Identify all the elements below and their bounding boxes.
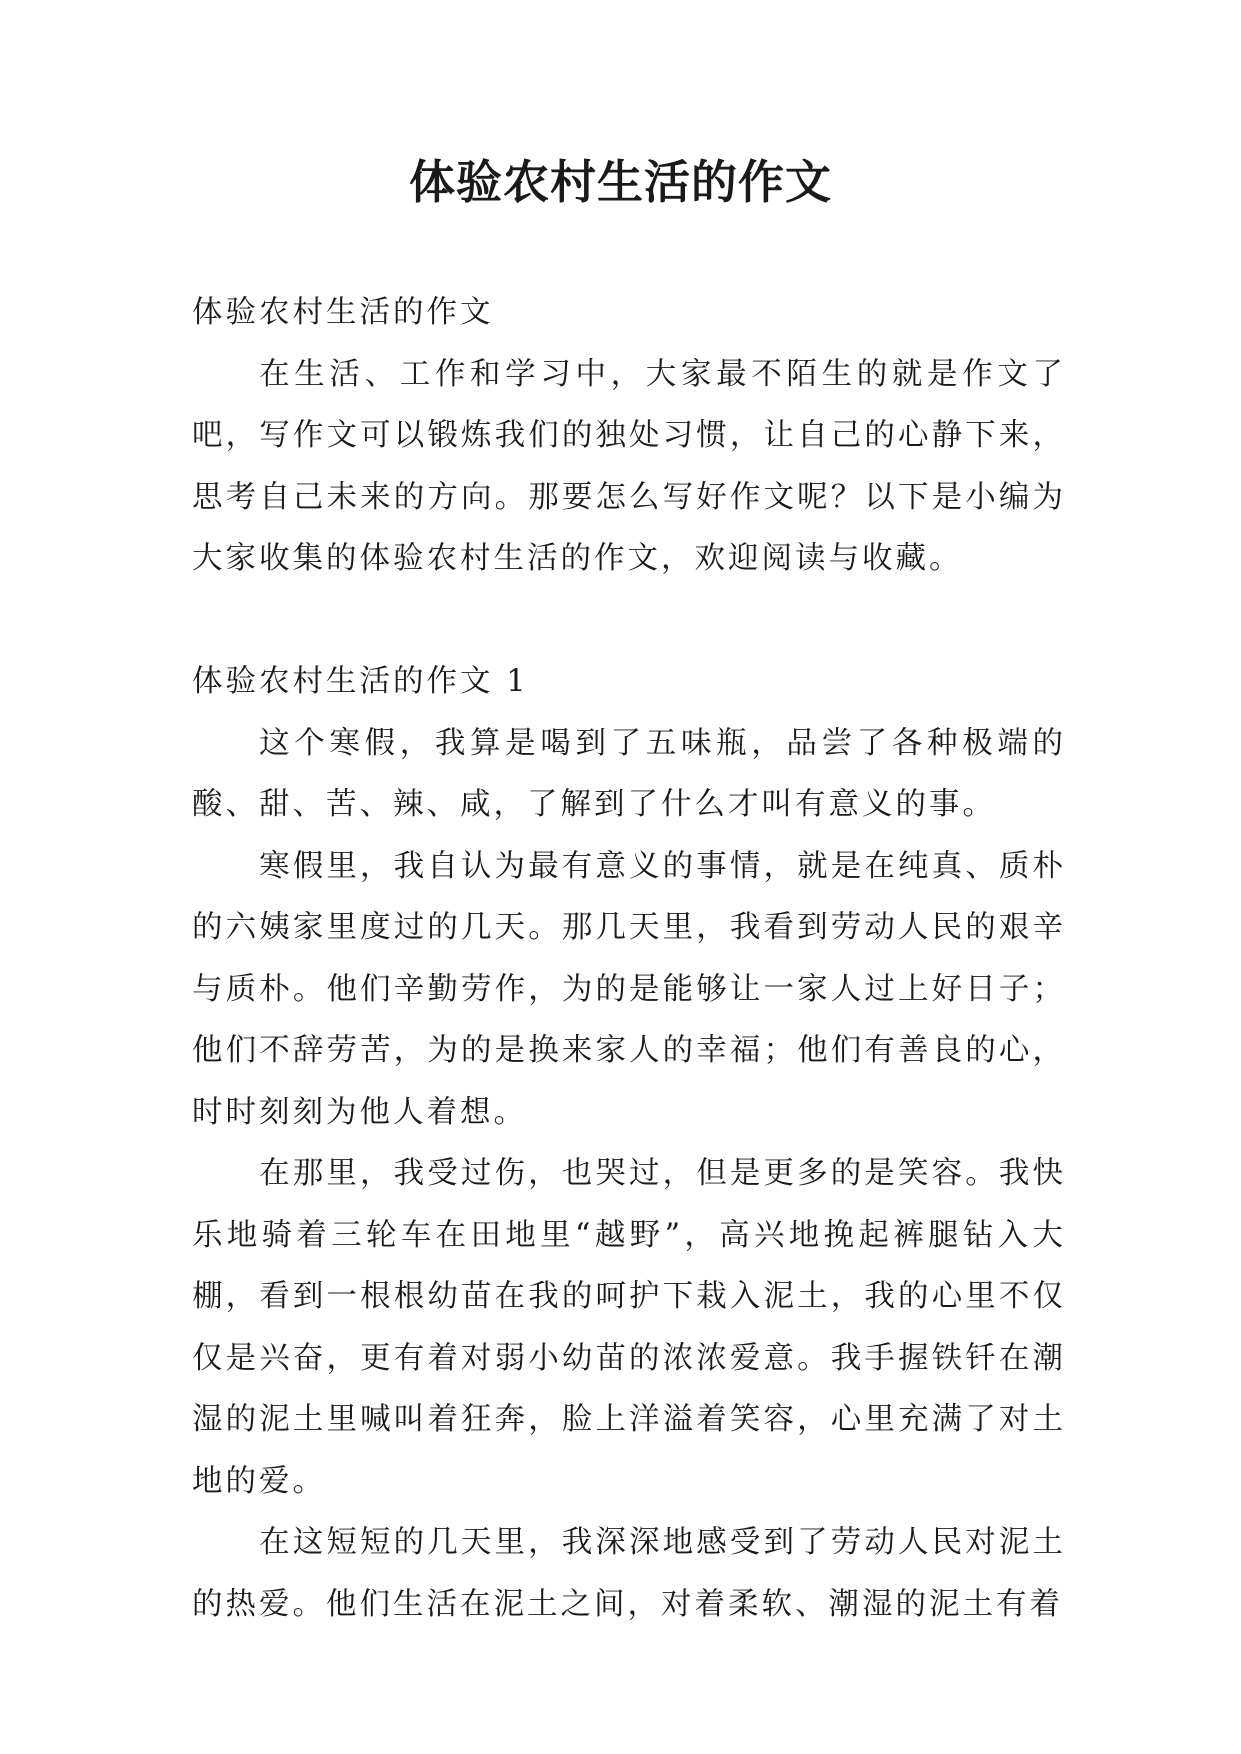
intro-paragraph: 在生活、工作和学习中，大家最不陌生的就是作文了吧，写作文可以锻炼我们的独处习惯，让自己的心静下来，思考自己未来的方向。那要怎么写好作文呢？以下是小编为大家收集的体验农村生活的作文，欢迎阅读与收藏。 <box>192 356 1066 576</box>
essay-paragraph: 这个寒假，我算是喝到了五味瓶，品尝了各种极端的酸、甜、苦、辣、咸，了解到了什么才叫有意义的事。 <box>192 725 1066 822</box>
document-body <box>192 282 1066 1635</box>
essay-paragraph: 寒假里，我自认为最有意义的事情，就是在纯真、质朴的六姨家里度过的几天。那几天里，我看到劳动人民的艰辛与质朴。他们辛勤劳作，为的是能够让一家人过上好日子；他们不辞劳苦，为的是换来家人的幸福；他们有善良的心，时时刻刻为他人着想。 <box>192 848 1066 1130</box>
section-spacer <box>192 590 1066 652</box>
essay-paragraph: 在这短短的几天里，我深深地感受到了劳动人民对泥土的热爱。他们生活在泥土之间，对着柔软、潮湿的泥土有着 <box>192 1525 1066 1622</box>
intro-heading: 体验农村生活的作文 <box>192 295 494 330</box>
essay-paragraph: 在那里，我受过伤，也哭过，但是更多的是笑容。我快乐地骑着三轮车在田地里“越野”，高兴地挽起裤腿钻入大棚，看到一根根幼苗在我的呵护下栽入泥土，我的心里不仅仅是兴奋，更有着对弱小幼苗的浓浓爱意。我手握铁钎在潮湿的泥土里喊叫着狂奔，脸上洋溢着笑容，心里充满了对土地的爱。 <box>192 1156 1066 1499</box>
essay-heading: 体验农村生活的作文 1 <box>192 664 529 699</box>
document-title: 体验农村生活的作文 <box>409 155 832 209</box>
